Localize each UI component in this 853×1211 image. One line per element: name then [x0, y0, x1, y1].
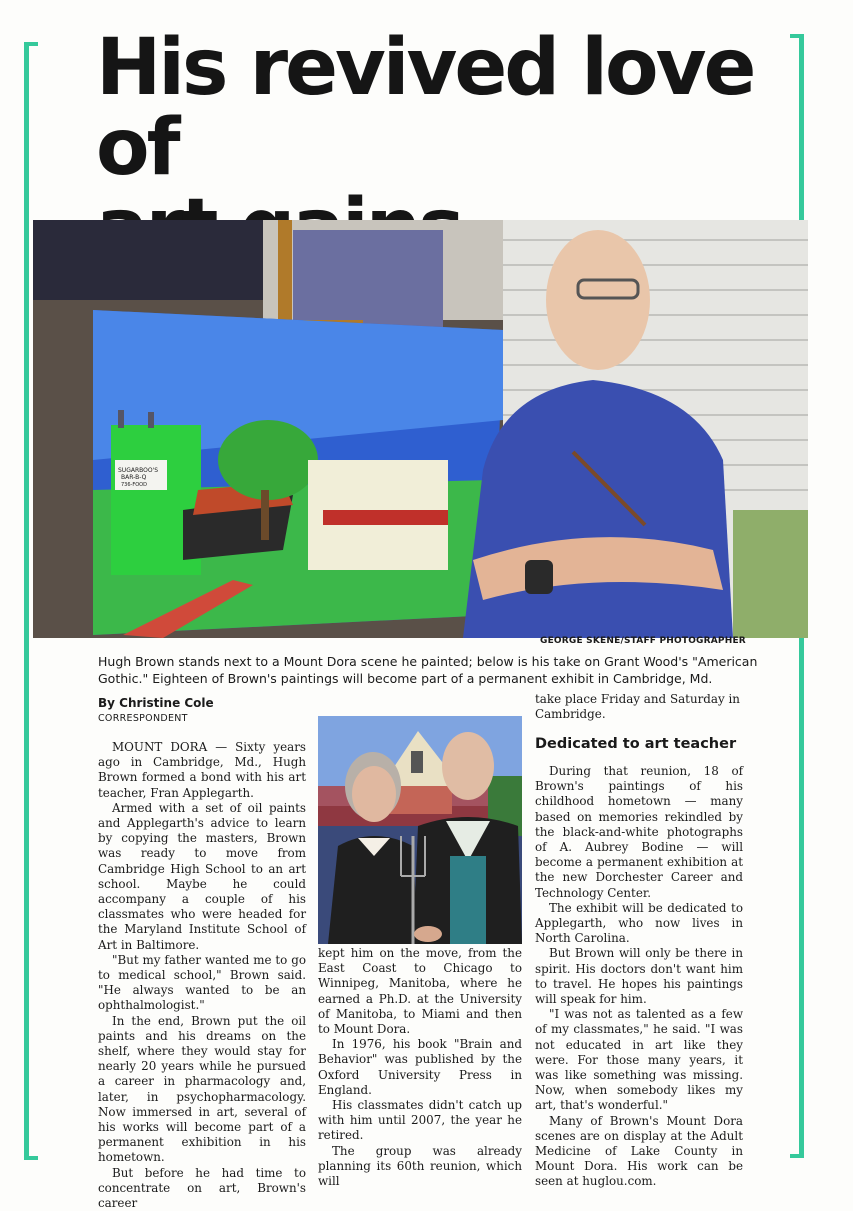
paragraph: In 1976, his book "Brain and Behavior" was published by the Oxford University Press in England. — [318, 1037, 522, 1097]
photo-credit: GEORGE SKENE/STAFF PHOTOGRAPHER — [540, 636, 746, 646]
column-1 — [98, 740, 306, 1211]
paragraph: His classmates didn't catch up with him until 2007, the year he retired. — [318, 1098, 522, 1143]
paragraph: MOUNT DORA — Sixty years ago in Cambridge, Md., Hugh Brown formed a bond with his art teacher, Fran Applegarth. — [98, 740, 306, 800]
paragraph: In the end, Brown put the oil paints and his dreams on the shelf, where they would stay for nearly 20 years while he pursued a career in pharmacology and, later, in psychopharmacology. Now immersed in art, several of his works will become part of a permanent exhibition in his hometown. — [98, 1013, 306, 1165]
paragraph: But Brown will only be there in spirit. His doctors don't want him to travel. He hopes his paintings will speak for him. — [535, 946, 743, 1007]
headline-line-1: His revived love of — [96, 23, 754, 193]
column-3 — [535, 764, 743, 1190]
right-bracket-bottom — [790, 1154, 804, 1158]
painting-sign-text-2: BAR-B-Q — [121, 474, 147, 481]
subhead: Dedicated to art teacher — [535, 736, 737, 752]
painting-sign-text-3: 736-FOOD — [121, 482, 147, 488]
paragraph: kept him on the move, from the East Coast to Chicago to Winnipeg, Manitoba, where he earned a Ph.D. at the University of Manitoba, to Miami and then to Mount Dora. — [318, 946, 522, 1037]
byline-role: CORRESPONDENT — [98, 713, 188, 724]
left-bracket — [24, 42, 29, 1160]
main-photo — [33, 220, 808, 638]
american-gothic-painting — [318, 716, 522, 944]
column-3-top — [535, 692, 743, 722]
left-bracket-bottom — [24, 1156, 38, 1160]
paragraph: "But my father wanted me to go to medical school," Brown said. "He always wanted to be an ophthalmologist." — [98, 952, 306, 1013]
paragraph: "I was not as talented as a few of my classmates," he said. "I was not educated in art like they were. For those many years, it was like something was missing. Now, when somebody likes my art, that's wonderful." — [535, 1007, 743, 1113]
photo-caption: Hugh Brown stands next to a Mount Dora scene he painted; below is his take on Grant Wood's "American Gothic." Eighteen of Brown's paintings will become part of a permanent exhibit in Cambridge, Md. — [98, 654, 758, 686]
paragraph: The group was already planning its 60th reunion, which will — [318, 1143, 522, 1189]
paragraph: Armed with a set of oil paints and Applegarth's advice to learn by copying the masters, Brown was ready to move from Cambridge High School to an art school. Maybe he could accompany a couple of his classmates who were headed for the Maryland Institute School of Art in Baltimore. — [98, 800, 306, 952]
paragraph: But before he had time to concentrate on art, Brown's career — [98, 1165, 306, 1211]
paragraph: During that reunion, 18 of Brown's paintings of his childhood hometown — many based on memories rekindled by the black-and-white photographs of A. Aubrey Bodine — will become a permanent exhibition at the new Dorchester Career and Technology Center. — [535, 764, 743, 900]
paragraph: Many of Brown's Mount Dora scenes are on display at the Adult Medicine of Lake County in Mount Dora. His work can be seen at huglou.com. — [535, 1113, 743, 1189]
column-2 — [318, 946, 522, 1189]
paragraph: The exhibit will be dedicated to Applegarth, who now lives in North Carolina. — [535, 900, 743, 946]
paragraph: take place Friday and Saturday in Cambridge. — [535, 692, 740, 722]
byline: By Christine Cole — [98, 696, 214, 710]
painting-sign-text-1: SUGARBOO'S — [118, 467, 159, 474]
